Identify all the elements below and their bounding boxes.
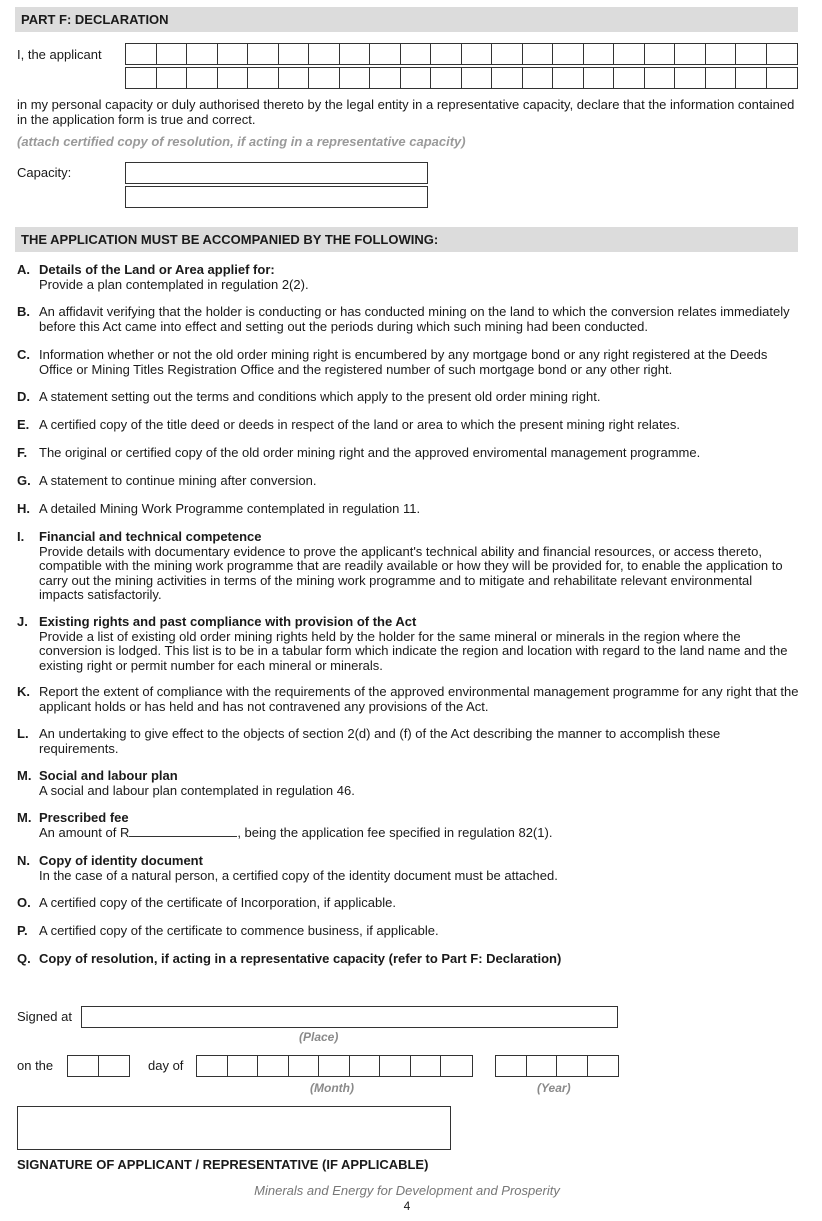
applicant-label: I, the applicant	[17, 47, 102, 62]
item-letter: O.	[17, 895, 31, 910]
page-number: 4	[403, 1199, 411, 1213]
list-item	[17, 854, 799, 883]
char-box[interactable]	[340, 44, 371, 64]
item-text: The original or certified copy of the old order mining right and the approved enviromental management programme.	[39, 445, 701, 460]
part-f-heading: PART F: DECLARATION	[15, 7, 798, 32]
month-hint: (Month)	[310, 1081, 354, 1095]
char-box[interactable]	[228, 1056, 259, 1076]
char-box[interactable]	[584, 44, 615, 64]
char-box[interactable]	[370, 68, 401, 88]
list-item	[17, 896, 799, 911]
item-letter: B.	[17, 304, 30, 319]
char-box[interactable]	[736, 68, 767, 88]
char-box[interactable]	[553, 44, 584, 64]
item-text: A certified copy of the certificate to commence business, if applicable.	[39, 923, 439, 938]
item-text: A statement setting out the terms and conditions which apply to the present old order mining right.	[39, 389, 601, 404]
char-box[interactable]	[462, 68, 493, 88]
char-box[interactable]	[157, 44, 188, 64]
list-item	[17, 263, 799, 292]
char-box[interactable]	[309, 68, 340, 88]
fee-amount-field[interactable]	[129, 826, 237, 837]
item-letter: J.	[17, 614, 28, 629]
char-box[interactable]	[553, 68, 584, 88]
item-text: Provide a plan contemplated in regulation 2(2).	[39, 276, 309, 292]
list-item	[17, 474, 799, 489]
capacity-field-1[interactable]	[125, 162, 428, 184]
char-box[interactable]	[706, 44, 737, 64]
item-text: A certified copy of the title deed or deeds in respect of the land or area to which the present mining right relates.	[39, 417, 680, 432]
char-box[interactable]	[99, 1056, 130, 1076]
capacity-label: Capacity:	[17, 165, 72, 180]
char-box[interactable]	[492, 68, 523, 88]
item-text: In the case of a natural person, a certified copy of the identity document must be attached.	[39, 867, 558, 883]
char-box[interactable]	[431, 44, 462, 64]
list-item	[17, 390, 799, 405]
char-box[interactable]	[126, 44, 157, 64]
list-item	[17, 615, 799, 673]
char-box[interactable]	[370, 44, 401, 64]
char-box[interactable]	[279, 44, 310, 64]
char-box[interactable]	[401, 68, 432, 88]
accompany-heading: THE APPLICATION MUST BE ACCOMPANIED BY THE FOLLOWING:	[15, 227, 798, 252]
char-box[interactable]	[279, 68, 310, 88]
signature-box[interactable]	[17, 1106, 451, 1150]
list-item	[17, 685, 799, 714]
list-item	[17, 530, 799, 603]
item-letter: K.	[17, 684, 30, 699]
list-item	[17, 769, 799, 798]
item-text: A detailed Mining Work Programme contemplated in regulation 11.	[39, 501, 421, 516]
char-box[interactable]	[645, 68, 676, 88]
list-item	[17, 727, 799, 756]
item-text: Information whether or not the old order mining right is encumbered by any mortgage bond or any right registered at the Deeds Office or Mining Titles Registration Office and the registered number of such mortgage bond or any other right.	[39, 347, 768, 377]
applicant-name-grid-row1[interactable]	[125, 43, 798, 65]
char-box[interactable]	[675, 44, 706, 64]
item-title: Social and labour plan	[39, 768, 178, 783]
char-box[interactable]	[614, 68, 645, 88]
char-box[interactable]	[157, 68, 188, 88]
item-title: Existing rights and past compliance with provision of the Act	[39, 614, 417, 629]
char-box[interactable]	[319, 1056, 350, 1076]
char-box[interactable]	[584, 68, 615, 88]
item-letter: F.	[17, 445, 28, 460]
char-box[interactable]	[401, 44, 432, 64]
item-text: A social and labour plan contemplated in regulation 46.	[39, 782, 355, 798]
item-text: Report the extent of compliance with the requirements of the approved environmental management programme for any right that the applicant holds or has held and has not contravened any provisions of the Act.	[39, 684, 799, 714]
day-grid[interactable]	[67, 1055, 130, 1077]
list-item	[17, 305, 799, 334]
footer-slogan: Minerals and Energy for Development and Prosperity	[254, 1183, 560, 1198]
char-box[interactable]	[218, 68, 249, 88]
item-letter: I.	[17, 529, 25, 544]
char-box[interactable]	[340, 68, 371, 88]
list-item	[17, 952, 799, 967]
char-box[interactable]	[380, 1056, 411, 1076]
item-letter: L.	[17, 726, 29, 741]
signature-label: SIGNATURE OF APPLICANT / REPRESENTATIVE (IF APPLICABLE)	[17, 1157, 429, 1172]
char-box[interactable]	[68, 1056, 99, 1076]
char-box[interactable]	[187, 68, 218, 88]
item-title: Financial and technical competence	[39, 529, 262, 544]
list-item	[17, 811, 799, 840]
list-item	[17, 502, 799, 517]
signed-at-label: Signed at	[17, 1009, 72, 1024]
item-title: Details of the Land or Area applief for:	[39, 262, 275, 277]
place-hint: (Place)	[299, 1030, 339, 1044]
item-letter: Q.	[17, 951, 31, 966]
item-letter: M.	[17, 810, 32, 825]
item-letter: C.	[17, 347, 30, 362]
item-letter: E.	[17, 417, 30, 432]
char-box[interactable]	[767, 44, 798, 64]
year-grid[interactable]	[495, 1055, 619, 1077]
item-text: An undertaking to give effect to the objects of section 2(d) and (f) of the Act describing the manner to accomplish these requirements.	[39, 726, 721, 756]
char-box[interactable]	[187, 44, 218, 64]
item-text: An affidavit verifying that the holder is conducting or has conducted mining on the land to which the conversion relates immediately before this Act came into effect and setting out the periods during which such mining had been conducted.	[39, 304, 790, 334]
char-box[interactable]	[126, 68, 157, 88]
day-of-label: day of	[148, 1058, 184, 1073]
item-text: Provide details with documentary evidence to prove the applicant's technical ability and financial resources, or access thereto, compatible with the mining work programme that are readily available or how they will be provided for, to enable the application to carry out the mining activities in terms of the mining work programme and to mitigate and rehabilitate relevant environmental impacts satisfactorily.	[39, 543, 783, 603]
applicant-name-grid-row2[interactable]	[125, 67, 798, 89]
char-box[interactable]	[675, 68, 706, 88]
place-field[interactable]	[81, 1006, 618, 1028]
char-box[interactable]	[218, 44, 249, 64]
char-box[interactable]	[248, 68, 279, 88]
item-title: Copy of resolution, if acting in a representative capacity (refer to Part F: Declaration)	[39, 951, 562, 966]
item-text: Provide a list of existing old order mining rights held by the holder for the same mineral or minerals in the region where the conversion is lodged. This list is to be in a tabular form which indicate the region and location with regard to the land name and the existing right or permit number for each mineral or minerals.	[39, 628, 788, 673]
char-box[interactable]	[492, 44, 523, 64]
item-letter: D.	[17, 389, 30, 404]
capacity-field-2[interactable]	[125, 186, 428, 208]
char-box[interactable]	[289, 1056, 320, 1076]
char-box[interactable]	[523, 68, 554, 88]
char-box[interactable]	[588, 1056, 619, 1076]
char-box[interactable]	[645, 44, 676, 64]
char-box[interactable]	[496, 1056, 527, 1076]
item-letter: N.	[17, 853, 30, 868]
char-box[interactable]	[411, 1056, 442, 1076]
item-letter: A.	[17, 262, 30, 277]
char-box[interactable]	[614, 44, 645, 64]
item-letter: M.	[17, 768, 32, 783]
item-title: Prescribed fee	[39, 810, 129, 825]
list-item	[17, 348, 799, 377]
list-item	[17, 446, 799, 461]
item-text: A statement to continue mining after conversion.	[39, 473, 317, 488]
char-box[interactable]	[309, 44, 340, 64]
char-box[interactable]	[258, 1056, 289, 1076]
char-box[interactable]	[523, 44, 554, 64]
item-text: A certified copy of the certificate of Incorporation, if applicable.	[39, 895, 396, 910]
fee-text-after: , being the application fee specified in regulation 82(1).	[237, 824, 553, 840]
item-letter: G.	[17, 473, 31, 488]
declaration-text: in my personal capacity or duly authorised thereto by the legal entity in a representative capacity, declare that the information contained in the application form is true and correct.	[17, 97, 795, 127]
char-box[interactable]	[441, 1056, 472, 1076]
char-box[interactable]	[527, 1056, 558, 1076]
fee-text-before: An amount of R	[39, 824, 130, 840]
char-box[interactable]	[706, 68, 737, 88]
on-the-label: on the	[17, 1058, 54, 1073]
list-item	[17, 418, 799, 433]
year-hint: (Year)	[537, 1081, 571, 1095]
list-item	[17, 924, 799, 939]
char-box[interactable]	[248, 44, 279, 64]
item-letter: P.	[17, 923, 28, 938]
char-box[interactable]	[557, 1056, 588, 1076]
char-box[interactable]	[197, 1056, 228, 1076]
item-letter: H.	[17, 501, 30, 516]
char-box[interactable]	[462, 44, 493, 64]
char-box[interactable]	[350, 1056, 381, 1076]
char-box[interactable]	[767, 68, 798, 88]
char-box[interactable]	[736, 44, 767, 64]
item-title: Copy of identity document	[39, 853, 203, 868]
attach-note: (attach certified copy of resolution, if acting in a representative capacity)	[17, 134, 466, 149]
char-box[interactable]	[431, 68, 462, 88]
month-grid[interactable]	[196, 1055, 473, 1077]
